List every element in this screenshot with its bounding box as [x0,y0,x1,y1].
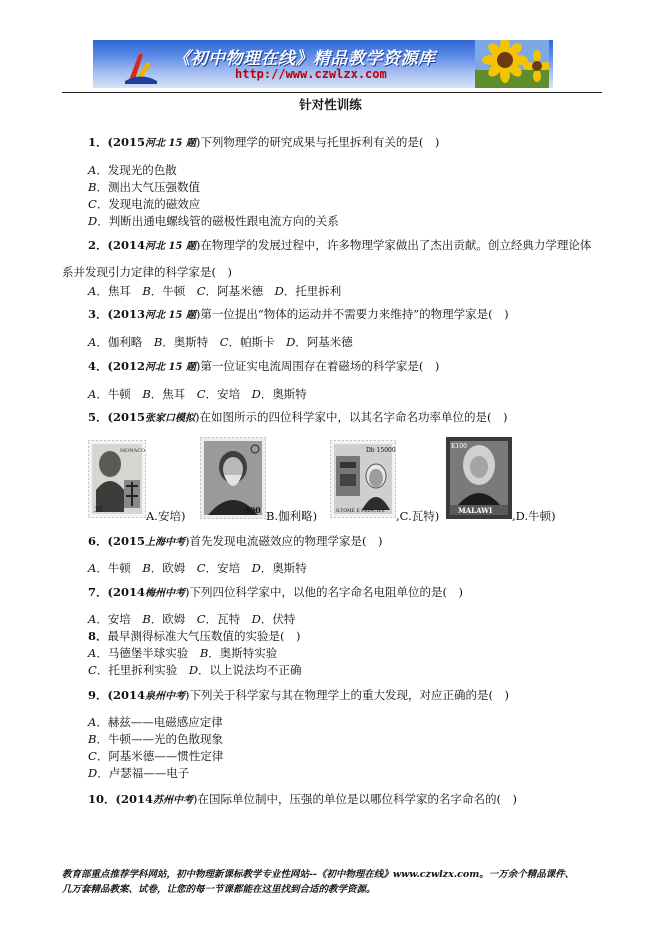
question-1-option-a: A．发现光的色散 [88,163,177,177]
question-1-option-d: D．判断出通电螺线管的磁极性跟电流方向的关系 [88,214,339,228]
header-divider [62,92,602,93]
site-logo-icon [123,50,159,84]
question-4-stem: 4．(2012河北 15 题)第一位证实电流周围存在着磁场的科学家是( ) [88,359,440,373]
stamp-ampere-image [88,440,146,518]
question-5-stem: 5．(2015张家口模拟)在如图所示的四位科学家中，以其名字命名功率单位的是( ) [88,410,508,424]
question-9-option-a: A．赫兹——电磁感应定律 [88,715,223,729]
banner-url: http://www.czwlzx.com [235,67,387,81]
question-3-stem: 3．(2013河北 15 题)第一位提出“物体的运动并不需要力来维持”的物理学家是( ) [88,307,509,321]
question-6-options: A．牛顿 B．欧姆 C．安培 D．奥斯特 [88,561,307,575]
question-10-stem: 10．(2014苏州中考)在国际单位制中，压强的单位是以哪位科学家的名字命名的( ) [88,792,517,806]
question-7-options: A．安培 B．欧姆 C．瓦特 D．伏特 [88,612,296,626]
stamp-ampere-value: 35 [94,506,103,514]
question-9-stem: 9．(2014泉州中考)下列关于科学家与其在物理学上的重大发现，对应正确的是( ) [88,688,509,702]
question-9-option-b: B．牛顿——光的色散现象 [88,732,223,746]
question-2-options: A．焦耳 B．牛顿 C．阿基米德 D．托里拆利 [88,284,342,298]
banner-title: 《初中物理在线》精品教学资源库 [173,49,436,69]
header-banner [93,40,553,88]
stamp-newton-image [446,437,512,519]
question-4-options: A．牛顿 B．焦耳 C．安培 D．奥斯特 [88,387,307,401]
stamp-watt-caption: ,C.瓦特) [396,509,440,523]
question-8-stem: 8．最早测得标准大气压数值的实验是( ) [88,629,301,643]
question-1-option-c: C．发现电流的磁效应 [88,197,201,211]
stamp-watt-country: S.TOME E PRINCIPE [336,509,385,514]
stamp-newton-value: K100 [451,443,467,450]
question-8-options-cd: C．托里拆利实验 D．以上说法均不正确 [88,663,302,677]
question-7-stem: 7．(2014梅州中考)下列四位科学家中，以他的名字命名电阻单位的是( ) [88,585,463,599]
question-6-stem: 6．(2015上海中考)首先发现电流磁效应的物理学家是( ) [88,534,383,548]
question-2-stem-cont: 系并发现引力定律的科学家是( ) [62,265,232,279]
stamp-watt-value: Db 15000 [366,447,396,454]
question-1-option-b: B．测出大气压强数值 [88,180,200,194]
question-9-option-d: D．卢瑟福——电子 [88,766,190,780]
stamp-watt-image [330,440,396,518]
question-3-options: A．伽利略 B．奥斯特 C．帕斯卡 D．阿基米德 [88,335,353,349]
question-9-option-c: C．阿基米德——惯性定律 [88,749,224,763]
stamp-newton-caption: ,D.牛顿) [512,509,556,523]
page-title: 针对性训练 [299,97,362,112]
stamp-ampere-caption: A.安培) [146,509,186,523]
sunflower-icon [475,40,549,88]
page-footer [62,867,622,897]
question-2-stem: 2．(2014河北 15 题)在物理学的发展过程中，许多物理学家做出了杰出贡献。创立经典力学理论体 [88,238,592,252]
stamp-galileo-value: 300 [244,505,261,515]
stamp-galileo-caption: B.伽利略) [266,509,318,523]
footer-line-2: 几万套精品教案、试卷，让您的每一节课都能在这里找到合适的教学资源。 [62,884,376,895]
stamp-newton-country: MALAWI [458,506,493,515]
footer-line-1: 教育部重点推荐学科网站，初中物理新课标教学专业性网站--《初中物理在线》www.czwlzx.com。一万余个精品课件、 [62,869,575,880]
stamp-galileo-image [200,437,266,519]
stamp-ampere-country: MONACO [120,448,146,454]
question-1-stem: 1．(2015河北 15 题)下列物理学的研究成果与托里拆利有关的是( ) [88,135,440,149]
question-8-options-ab: A．马德堡半球实验 B．奥斯特实验 [88,646,278,660]
